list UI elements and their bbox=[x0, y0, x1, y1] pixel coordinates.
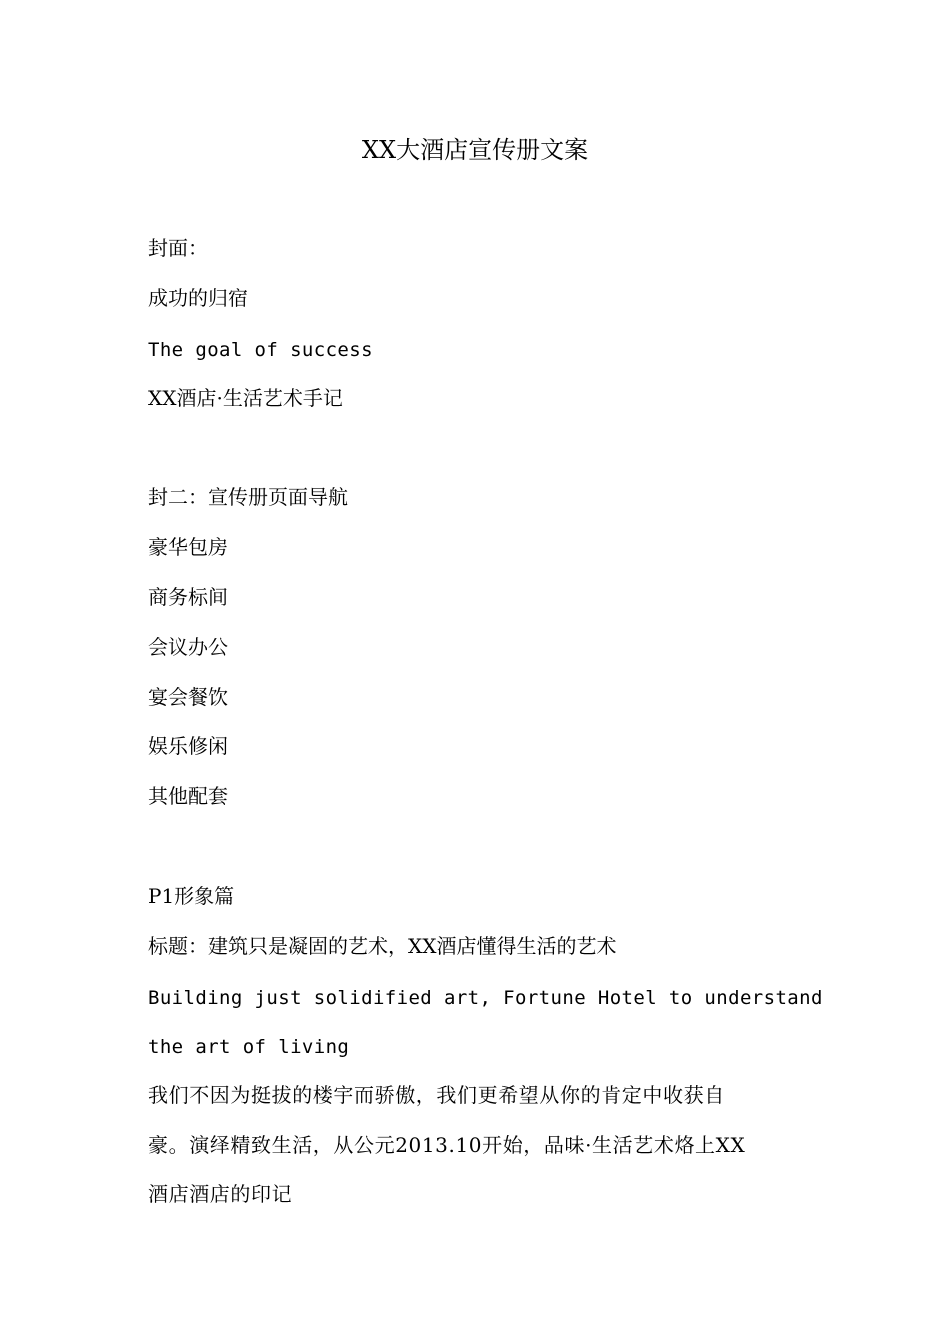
p1-heading: P1形象篇 bbox=[148, 884, 235, 908]
p1-headline-en-line2: the art of living bbox=[148, 1036, 350, 1058]
nav-item: 娱乐修闲 bbox=[148, 734, 228, 758]
p1-body-line3: 酒店酒店的印记 bbox=[148, 1182, 293, 1206]
nav-item: 豪华包房 bbox=[148, 535, 228, 559]
document-title: XX大酒店宣传册文案 bbox=[361, 136, 589, 164]
nav-item: 宴会餐饮 bbox=[148, 685, 228, 709]
inside-cover-heading: 封二：宣传册页面导航 bbox=[148, 485, 348, 509]
p1-body-line1: 我们不因为挺拔的楼宇而骄傲，我们更希望从你的肯定中收获自 bbox=[148, 1083, 725, 1107]
nav-item: 会议办公 bbox=[148, 635, 228, 659]
p1-headline-cn: 标题：建筑只是凝固的艺术，XX酒店懂得生活的艺术 bbox=[148, 934, 617, 958]
nav-item: 其他配套 bbox=[148, 784, 228, 808]
p1-body-line2: 豪。演绎精致生活，从公元2013.10开始，品味·生活艺术烙上XX bbox=[148, 1133, 746, 1157]
cover-subtitle: XX酒店·生活艺术手记 bbox=[148, 386, 343, 410]
cover-heading: 封面： bbox=[148, 236, 208, 260]
cover-slogan-cn: 成功的归宿 bbox=[148, 286, 248, 310]
cover-slogan-en: The goal of success bbox=[148, 339, 373, 361]
nav-item: 商务标间 bbox=[148, 585, 228, 609]
p1-headline-en-line1: Building just solidified art, Fortune Hotel to understand bbox=[148, 987, 823, 1009]
